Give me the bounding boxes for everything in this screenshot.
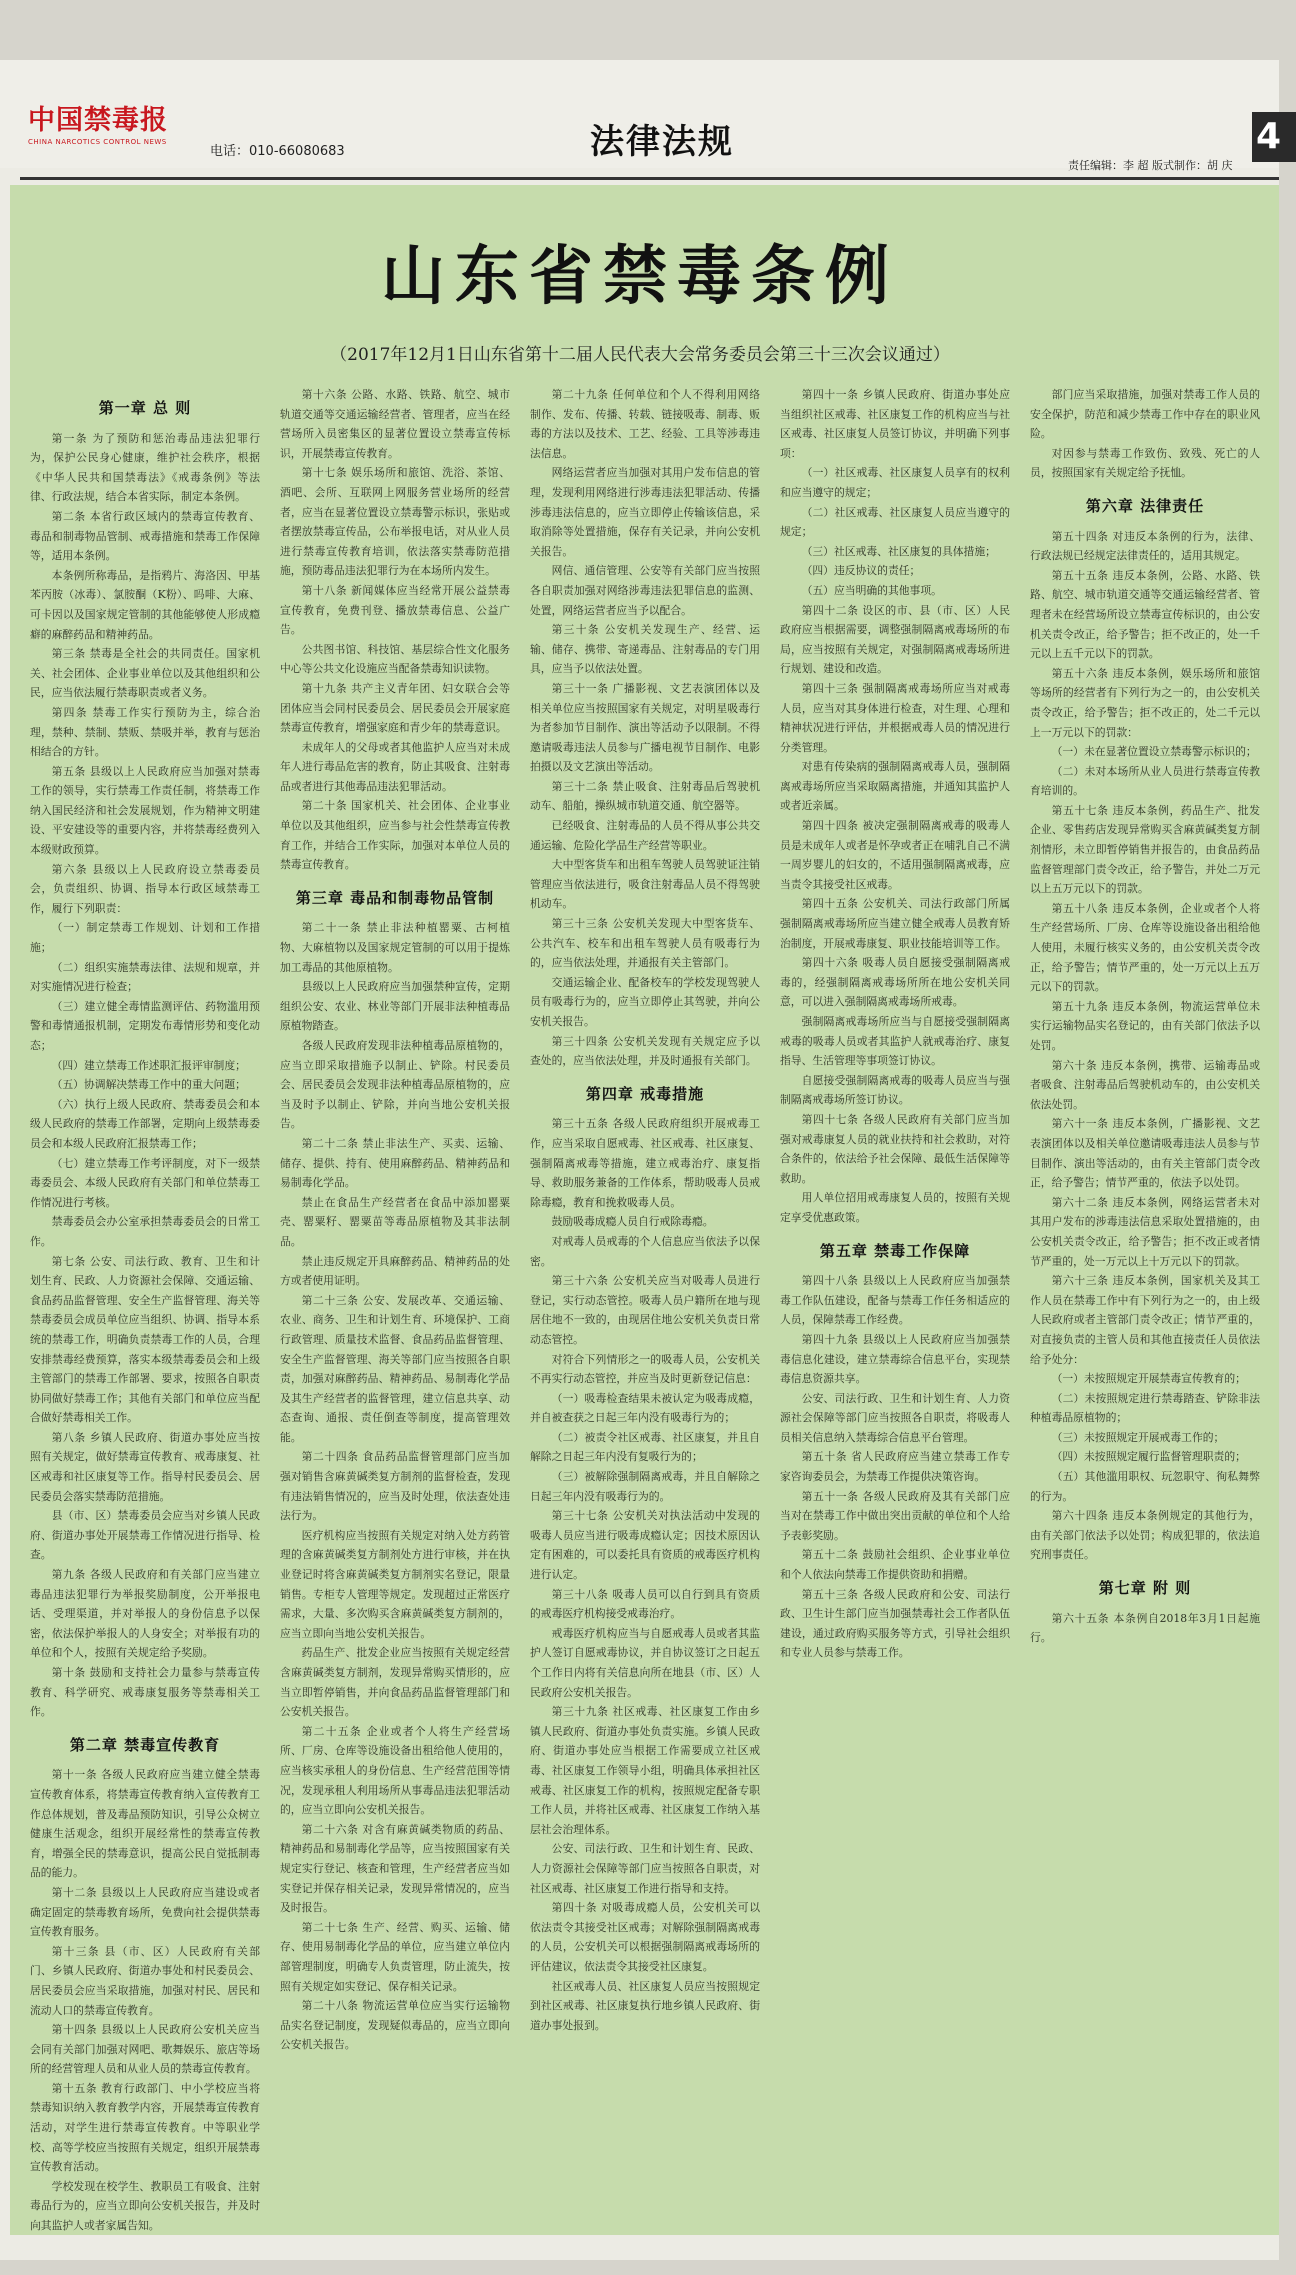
article-paragraph: 第三十一条 广播影视、文艺表演团体以及相关单位应当按照国家有关规定，对明星吸毒行为者参加节目制作、演出等活动予以限制。不得邀请吸毒违法人员参与广播电视节目制作、电影拍摄以及文艺演出等活动。 [530, 681, 760, 774]
article-paragraph: 第四十八条 县级以上人民政府应当加强禁毒工作队伍建设，配备与禁毒工作任务相适应的人员，保障禁毒工作经费。 [780, 1274, 1010, 1327]
article-paragraph: 公安、司法行政、卫生和计划生育、人力资源社会保障等部门应当按照各自职责，将吸毒人员相关信息纳入禁毒综合信息平台管理。 [780, 1391, 1010, 1444]
article-paragraph: 第九条 各级人民政府和有关部门应当建立毒品违法犯罪行为举报奖励制度，公开举报电话、受理渠道，并对举报人的身份信息予以保密，依法保护举报人的人身安全；对举报有功的单位和个人，按照有关规定给予奖励。 [30, 1568, 260, 1660]
text-column-4 [780, 385, 1010, 2215]
article-paragraph: 第六十三条 违反本条例，国家机关及其工作人员在禁毒工作中有下列行为之一的，由上级人民政府或者主管部门责令改正；情节严重的，对直接负责的主管人员和其他直接责任人员依法给予处分： [1030, 1274, 1260, 1366]
article-paragraph: 第二条 本省行政区域内的禁毒宣传教育、毒品和制毒物品管制、戒毒措施和禁毒工作保障等，适用本条例。 [30, 509, 260, 563]
article-paragraph: 第四条 禁毒工作实行预防为主，综合治理，禁种、禁制、禁贩、禁吸并举，教育与惩治相结合的方针。 [30, 705, 260, 759]
article-paragraph: 第十七条 娱乐场所和旅馆、洗浴、茶馆、酒吧、会所、互联网上网服务营业场所的经营者，应当在显著位置设立禁毒警示标识，张贴或者摆放禁毒宣传品，公布举报电话，对从业人员进行禁毒宣传教育培训，依法落实禁毒防范措施，预防毒品违法犯罪行为在本场所内发生。 [280, 466, 510, 578]
article-paragraph: （一）吸毒检查结果未被认定为吸毒成瘾，并自被查获之日起三年内没有吸毒行为的； [530, 1391, 760, 1425]
article-paragraph: 部门应当采取措施，加强对禁毒工作人员的安全保护，防范和减少禁毒工作中存在的职业风险。 [1030, 388, 1260, 441]
article-paragraph: （一）未在显著位置设立禁毒警示标识的； [1051, 745, 1257, 759]
article-paragraph: （五）应当明确的其他事项。 [801, 583, 942, 597]
article-paragraph: 第五十四条 对违反本条例的行为，法律、行政法规已经规定法律责任的，适用其规定。 [1030, 529, 1260, 563]
article-paragraph: 第二十条 国家机关、社会团体、企业事业单位以及其他组织，应当参与社会性禁毒宣传教育工作，并结合工作实际，加强对本单位人员的禁毒宣传教育。 [280, 799, 510, 872]
article-paragraph: （六）执行上级人民政府、禁毒委员会和本级人民政府的禁毒工作部署，定期向上级禁毒委员会和本级人民政府汇报禁毒工作； [30, 1097, 260, 1150]
article-panel [10, 185, 1279, 2235]
article-subtitle: （2017年12月1日山东省第十二届人民代表大会常务委员会第三十三次会议通过） [330, 345, 950, 365]
text-column-5 [1030, 385, 1260, 2215]
article-paragraph: 药品生产、批发企业应当按照有关规定经营含麻黄碱类复方制剂，发现异常购买情形的，应当立即暂停销售，并向食品药品监督管理部门和公安机关报告。 [280, 1646, 510, 1719]
article-paragraph: 第四十一条 乡镇人民政府、街道办事处应当组织社区戒毒、社区康复工作的机构应当与社区戒毒、社区康复人员签订协议，并明确下列事项： [780, 388, 1010, 460]
article-paragraph: 自愿接受强制隔离戒毒的吸毒人员应当与强制隔离戒毒场所签订协议。 [780, 1073, 1010, 1107]
article-paragraph: （三）被解除强制隔离戒毒，并且自解除之日起三年内没有吸毒行为的。 [530, 1470, 760, 1503]
article-paragraph: 第一条 为了预防和惩治毒品违法犯罪行为，保护公民身心健康，维护社会秩序，根据《中华人民共和国禁毒法》《戒毒条例》等法律、行政法规，结合本省实际，制定本条例。 [30, 431, 260, 504]
article-paragraph: 第四十七条 各级人民政府有关部门应当加强对戒毒康复人员的就业扶持和社会救助，对符合条件的，依法给予社会保障、最低生活保障等救助。 [780, 1112, 1010, 1185]
article-paragraph: （二）社区戒毒、社区康复人员应当遵守的规定； [780, 505, 1010, 539]
article-paragraph: 县（市、区）禁毒委员会应当对乡镇人民政府、街道办事处开展禁毒工作情况进行指导、检查。 [30, 1509, 260, 1562]
chapter-heading: 第三章 毒品和制毒物品管制 [295, 888, 495, 907]
article-paragraph: 第二十七条 生产、经营、购买、运输、储存、使用易制毒化学品的单位，应当建立单位内部管理制度，明确专人负责管理，防止流失，按照有关规定如实登记、保存相关记录。 [280, 1920, 510, 1993]
article-paragraph: 鼓励吸毒成瘾人员自行戒除毒瘾。 [551, 1215, 714, 1229]
article-paragraph: （四）未按照规定履行监督管理职责的； [1051, 1450, 1246, 1464]
text-column-3 [530, 385, 760, 2215]
article-paragraph: （一）社区戒毒、社区康复人员享有的权利和应当遵守的规定； [780, 466, 1010, 499]
article-paragraph: 学校发现在校学生、教职员工有吸食、注射毒品行为的，应当立即向公安机关报告，并及时向其监护人或者家属告知。 [30, 2179, 260, 2233]
contact-phone: 电话：010-66080683 [210, 144, 345, 159]
article-columns [30, 385, 1279, 2233]
article-paragraph: 第三十四条 公安机关发现有关规定应予以查处的，应当依法处理，并及时通报有关部门。 [530, 1034, 760, 1068]
article-paragraph: 第十六条 公路、水路、铁路、航空、城市轨道交通等交通运输经营者、管理者，应当在经营场所入员密集区的显著位置设立禁毒宣传标识，开展禁毒宣传教育。 [280, 388, 510, 460]
article-paragraph: 第六十五条 本条例自2018年3月1日起施行。 [1030, 1611, 1260, 1645]
article-paragraph: 第六十四条 违反本条例规定的其他行为，由有关部门依法予以处罚；构成犯罪的，依法追究刑事责任。 [1030, 1509, 1260, 1562]
article-paragraph: （五）其他滥用职权、玩忽职守、徇私舞弊的行为。 [1030, 1470, 1260, 1503]
article-paragraph: 医疗机构应当按照有关规定对纳入处方药管理的含麻黄碱类复方制剂处方进行审核，并在执业登记时将含麻黄碱类复方制剂实名登记，限量销售。专柜专人管理等规定。发现超过正常医疗需求，大量、多次购买含麻黄碱类复方制剂的，应当立即向当地公安机关报告。 [280, 1528, 510, 1640]
article-paragraph: 第二十二条 禁止非法生产、买卖、运输、储存、提供、持有、使用麻醉药品、精神药品和易制毒化学品。 [280, 1136, 510, 1190]
chapter-heading: 第七章 附 则 [1098, 1579, 1192, 1598]
article-paragraph: 第十八条 新闻媒体应当经常开展公益禁毒宣传教育，免费刊登、播放禁毒信息、公益广告。 [280, 583, 510, 637]
article-paragraph: 社区戒毒人员、社区康复人员应当按照规定到社区戒毒、社区康复执行地乡镇人民政府、街道办事处报到。 [530, 1979, 760, 2032]
article-paragraph: 第五十八条 违反本条例，企业或者个人将生产经营场所、厂房、仓库等设施设备出租给他人使用，未履行核实义务的，由公安机关责令改正，给予警告；情节严重的，处一万元以上五万元以下的罚款。 [1030, 901, 1260, 994]
article-paragraph: 对因参与禁毒工作致伤、致残、死亡的人员，按照国家有关规定给予抚恤。 [1030, 446, 1260, 480]
article-paragraph: 第五十五条 违反本条例，公路、水路、铁路、航空、城市轨道交通等交通运输经营者、管理者未在经营场所设立禁毒宣传标识的，由公安机关责令改正，给予警告；拒不改正的，处一千元以上五千元以下的罚款。 [1030, 568, 1260, 661]
article-paragraph: 公共图书馆、科技馆、基层综合性文化服务中心等公共文化设施应当配备禁毒知识读物。 [280, 642, 510, 676]
chapter-heading: 第二章 禁毒宣传教育 [69, 1735, 221, 1754]
article-paragraph: 第五十一条 各级人民政府及其有关部门应当对在禁毒工作中做出突出贡献的单位和个人给予表彰奖励。 [780, 1489, 1010, 1542]
text-column-2 [280, 385, 510, 2215]
article-paragraph: 第三十七条 公安机关对执法活动中发现的吸毒人员应当进行吸毒成瘾认定；因技术原因认定有困难的，可以委托具有资质的戒毒医疗机构进行认定。 [530, 1509, 760, 1582]
article-paragraph: 对患有传染病的强制隔离戒毒人员，强制隔离戒毒场所应当采取隔离措施，并通知其监护人或者近亲属。 [780, 760, 1010, 813]
article-paragraph: 第六十二条 违反本条例，网络运营者未对其用户发布的涉毒违法信息采取处置措施的，由公安机关责令改正，给予警告；拒不改正或者情节严重的，处一万元以上十万元以下的罚款。 [1030, 1195, 1260, 1268]
article-paragraph: 第六条 县级以上人民政府设立禁毒委员会，负责组织、协调、指导本行政区域禁毒工作，履行下列职责： [30, 862, 260, 915]
article-paragraph: 第六十一条 违反本条例，广播影视、文艺表演团体以及相关单位邀请吸毒违法人员参与节目制作、演出等活动的，由有关主管部门责令改正，给予警告；情节严重的，依法予以处罚。 [1030, 1117, 1260, 1190]
article-paragraph: 强制隔离戒毒场所应当与自愿接受强制隔离戒毒的吸毒人员或者其监护人就戒毒治疗、康复指导、生活管理等事项签订协议。 [780, 1015, 1010, 1068]
article-paragraph: （七）建立禁毒工作考评制度，对下一级禁毒委员会、本级人民政府有关部门和单位禁毒工作情况进行考核。 [30, 1156, 260, 1209]
article-paragraph: 第三十五条 各级人民政府组织开展戒毒工作，应当采取自愿戒毒、社区戒毒、社区康复、强制隔离戒毒等措施，建立戒毒治疗、康复指导、救助服务兼备的工作体系，帮助吸毒人员戒除毒瘾，教育和挽救吸毒人员。 [530, 1117, 760, 1209]
article-paragraph: （二）组织实施禁毒法律、法规和规章，并对实施情况进行检查； [30, 960, 260, 994]
article-paragraph: 第二十五条 企业或者个人将生产经营场所、厂房、仓库等设施设备出租给他人使用的，应当核实承租人的身份信息、生产经营范围等情况，发现承租人利用场所从事毒品违法犯罪活动的，应当立即向公安机关报告。 [280, 1724, 510, 1817]
article-paragraph: 第四十条 对吸毒成瘾人员，公安机关可以依法责令其接受社区戒毒；对解除强制隔离戒毒的人员，公安机关可以根据强制隔离戒毒场所的评估建议，依法责令其接受社区康复。 [530, 1901, 760, 1973]
article-paragraph: 第四十六条 吸毒人员自愿接受强制隔离戒毒的，经强制隔离戒毒场所所在地公安机关同意，可以进入强制隔离戒毒场所戒毒。 [780, 956, 1010, 1009]
article-paragraph: 第十一条 各级人民政府应当建立健全禁毒宣传教育体系，将禁毒宣传教育纳入宣传教育工作总体规划，普及毒品预防知识，引导公众树立健康生活观念，组织开展经常性的禁毒宣传教育，增强全民的禁毒意识，提高公民自觉抵制毒品的能力。 [30, 1768, 260, 1880]
article-paragraph: 第十三条 县（市、区）人民政府有关部门、乡镇人民政府、街道办事处和村民委员会、居民委员会应当采取措施，加强对村民、居民和流动人口的禁毒宣传教育。 [30, 1944, 260, 2017]
article-paragraph: 第七条 公安、司法行政、教育、卫生和计划生育、民政、人力资源社会保障、交通运输、食品药品监督管理、安全生产监督管理、海关等禁毒委员会成员单位应当组织、协调、指导本系统的禁毒工作，明确负责禁毒工作的人员，合理安排禁毒经费预算，落实本级禁毒委员会和上级主管部门的禁毒工作部署、要求，按照各自职责协同做好禁毒工作；其他有关部门和单位应当配合做好禁毒相关工作。 [30, 1254, 260, 1425]
article-paragraph: 第二十一条 禁止非法种植罂粟、古柯植物、大麻植物以及国家规定管制的可以用于提炼加工毒品的其他原植物。 [280, 921, 510, 974]
article-paragraph: 第八条 乡镇人民政府、街道办事处应当按照有关规定，做好禁毒宣传教育、戒毒康复、社区戒毒和社区康复等工作。指导村民委员会、居民委员会落实禁毒防范措施。 [30, 1430, 260, 1503]
article-paragraph: 第二十四条 食品药品监督管理部门应当加强对销售含麻黄碱类复方制剂的监督检查，发现有违法销售情况的，应当及时处理，依法查处违法行为。 [280, 1450, 510, 1523]
chapter-heading: 第六章 法律责任 [1085, 496, 1205, 515]
article-paragraph: 第二十六条 对含有麻黄碱类物质的药品、精神药品和易制毒化学品等，应当按照国家有关规定实行登记、核查和管理，生产经营者应当如实登记并保存相关记录，发现异常情况的，应当及时报告。 [280, 1822, 510, 1915]
article-paragraph: （三）建立健全毒情监测评估、药物滥用预警和毒情通报机制，定期发布毒情形势和变化动态； [30, 999, 260, 1052]
article-paragraph: 第三十条 公安机关发现生产、经营、运输、储存、携带、寄递毒品、注射毒品的专门用具，应当予以依法处置。 [530, 623, 760, 676]
article-paragraph: 本条例所称毒品，是指鸦片、海洛因、甲基苯丙胺（冰毒）、氯胺酮（K粉）、吗啡、大麻、可卡因以及国家规定管制的其他能够使人形成瘾癖的麻醉药品和精神药品。 [30, 568, 260, 641]
article-paragraph: 第二十八条 物流运营单位应当实行运输物品实名登记制度，发现疑似毒品的，应当立即向公安机关报告。 [280, 1999, 510, 2052]
article-paragraph: 第二十九条 任何单位和个人不得利用网络制作、发布、传播、转载、链接吸毒、制毒、贩毒的方法以及技术、工艺、经验、工具等涉毒违法信息。 [530, 388, 760, 460]
article-paragraph: 第五十三条 各级人民政府和公安、司法行政、卫生计生部门应当加强禁毒社会工作者队伍建设，通过政府购买服务等方式，引导社会组织和专业人员参与禁毒工作。 [780, 1587, 1010, 1660]
section-title: 法律法规 [590, 122, 734, 162]
article-paragraph: 已经吸食、注射毒品的人员不得从事公共交通运输、危险化学品生产经营等职业。 [530, 819, 760, 852]
chapter-heading: 第一章 总 则 [98, 399, 192, 417]
article-paragraph: 第四十四条 被决定强制隔离戒毒的吸毒人员是未成年人或者是怀孕或者正在哺乳自己不满一周岁婴儿的妇女的，不适用强制隔离戒毒，应当责令其接受社区戒毒。 [780, 819, 1010, 891]
article-paragraph: 禁止在食品生产经营者在食品中添加罂粟壳、罂粟籽、罂粟苗等毒品原植物及其非法制品。 [280, 1195, 510, 1248]
article-paragraph: 禁止违反规定开具麻醉药品、精神药品的处方或者使用证明。 [280, 1254, 510, 1288]
article-paragraph: （四）建立禁毒工作述职汇报评审制度； [51, 1058, 246, 1072]
article-paragraph: （一）制定禁毒工作规划、计划和工作措施； [30, 921, 260, 955]
article-paragraph: 第五十条 省人民政府应当建立禁毒工作专家咨询委员会，为禁毒工作提供决策咨询。 [780, 1450, 1010, 1484]
article-paragraph: 第三条 禁毒是全社会的共同责任。国家机关、社会团体、企业事业单位以及其他组织和公民，应当依法履行禁毒职责或者义务。 [30, 647, 260, 700]
article-paragraph: 网络运营者应当加强对其用户发布信息的管理，发现利用网络进行涉毒违法犯罪活动、传播涉毒违法信息的，应当立即停止传输该信息，采取消除等处置措施，保存有关记录，并向公安机关报告。 [530, 466, 760, 558]
article-paragraph: （一）未按照规定开展禁毒宣传教育的； [1051, 1372, 1246, 1386]
article-paragraph: 第三十三条 公安机关发现大中型客货车、公共汽车、校车和出租车驾驶人员有吸毒行为的，应当依法处理，并通报有关主管部门。 [530, 917, 760, 970]
article-paragraph: 交通运输企业、配备校车的学校发现驾驶人员有吸毒行为的，应当立即停止其驾驶，并向公安机关报告。 [530, 975, 760, 1028]
article-paragraph: （三）社区戒毒、社区康复的具体措施； [801, 544, 996, 558]
newspaper-logo: 中国禁毒报 [28, 105, 168, 136]
newspaper-page [0, 60, 1282, 2260]
article-title: 山东省禁毒条例 [381, 239, 899, 314]
article-paragraph: 第二十三条 公安、发展改革、交通运输、农业、商务、卫生和计划生育、环境保护、工商行政管理、质量技术监督、食品药品监督管理、安全生产监督管理、海关等部门应当按照各自职责，加强对麻醉药品、精神药品、易制毒化学品及其生产经营者的监督管理，建立信息共享、动态查询、通报、责任倒查等制度，提高管理效能。 [280, 1293, 510, 1444]
article-paragraph: 第十四条 县级以上人民政府公安机关应当会同有关部门加强对网吧、歌舞娱乐、旅店等场所的经营管理人员和从业人员的禁毒宣传教育。 [30, 2023, 260, 2076]
newspaper-logo-english: CHINA NARCOTICS CONTROL NEWS [28, 138, 167, 146]
article-paragraph: 第四十九条 县级以上人民政府应当加强禁毒信息化建设，建立禁毒综合信息平台，实现禁毒信息资源共享。 [780, 1332, 1010, 1386]
article-paragraph: 第五十六条 违反本条例，娱乐场所和旅馆等场所的经营者有下列行为之一的，由公安机关责令改正，给予警告；拒不改正的，处二千元以上一万元以下的罚款： [1030, 666, 1260, 739]
chapter-heading: 第四章 戒毒措施 [585, 1084, 705, 1103]
article-paragraph: 各级人民政府发现非法种植毒品原植物的，应当立即采取措施予以制止、铲除。村民委员会、居民委员会发现非法种植毒品原植物的，应当及时予以制止、铲除，并向当地公安机关报告。 [280, 1039, 510, 1131]
article-paragraph: 禁毒委员会办公室承担禁毒委员会的日常工作。 [30, 1215, 260, 1248]
page-number: 4 [1252, 112, 1296, 162]
article-paragraph: （二）被责令社区戒毒、社区康复，并且自解除之日起三年内没有复吸行为的； [530, 1430, 760, 1464]
article-paragraph: 第三十九条 社区戒毒、社区康复工作由乡镇人民政府、街道办事处负责实施。乡镇人民政府、街道办事处应当根据工作需要成立社区戒毒、社区康复工作领导小组，明确具体承担社区戒毒、社区康复工作的机构，按照规定配备专职工作人员，并将社区戒毒、社区康复工作纳入基层社会治理体系。 [530, 1705, 760, 1836]
article-paragraph: （二）未按照规定进行禁毒踏查、铲除非法种植毒品原植物的； [1030, 1391, 1260, 1425]
article-paragraph: 第十五条 教育行政部门、中小学校应当将禁毒知识纳入教育教学内容，开展禁毒宣传教育活动，对学生进行禁毒宣传教育。中等职业学校、高等学校应当按照有关规定，组织开展禁毒宣传教育活动。 [30, 2081, 260, 2174]
article-paragraph: 用人单位招用戒毒康复人员的，按照有关规定享受优惠政策。 [780, 1191, 1010, 1224]
article-paragraph: 第三十六条 公安机关应当对吸毒人员进行登记，实行动态管控。吸毒人员户籍所在地与现居住地不一致的，由现居住地公安机关负责日常动态管控。 [530, 1274, 760, 1346]
article-paragraph: 第六十条 违反本条例，携带、运输毒品或者吸食、注射毒品后驾驶机动车的，由公安机关依法处罚。 [1030, 1058, 1260, 1111]
editor-credits: 责任编辑：李 超 版式制作：胡 庆 [1068, 159, 1233, 172]
article-paragraph: 第十九条 共产主义青年团、妇女联合会等团体应当会同村民委员会、居民委员会开展家庭禁毒宣传教育，增强家庭和青少年的禁毒意识。 [280, 681, 510, 735]
article-paragraph: （三）未按照规定开展戒毒工作的； [1051, 1430, 1225, 1444]
article-paragraph: 第五十七条 违反本条例，药品生产、批发企业、零售药店发现异常购买含麻黄碱类复方制剂情形，未立即暂停销售并报告的，由食品药品监督管理部门责令改正，给予警告，并处二万元以上五万元以下的罚款。 [1030, 803, 1260, 896]
header-rule [20, 177, 1279, 180]
article-paragraph: 网信、通信管理、公安等有关部门应当按照各自职责加强对网络涉毒违法犯罪信息的监测、处置，网络运营者应当予以配合。 [530, 564, 760, 617]
article-paragraph: 第四十三条 强制隔离戒毒场所应当对戒毒人员，应当对其身体进行检查，对生理、心理和精神状况进行评估，并根据戒毒人员的情况进行分类管理。 [780, 681, 1010, 754]
article-paragraph: 对戒毒人员戒毒的个人信息应当依法予以保密。 [530, 1234, 760, 1268]
article-paragraph: （五）协调解决禁毒工作中的重大问题； [51, 1078, 246, 1092]
article-paragraph: 县级以上人民政府应当加强禁种宣传，定期组织公安、农业、林业等部门开展非法种植毒品原植物踏查。 [280, 980, 510, 1033]
article-paragraph: 公安、司法行政、卫生和计划生育、民政、人力资源社会保障等部门应当按照各自职责，对社区戒毒、社区康复工作进行指导和支持。 [530, 1842, 760, 1895]
article-paragraph: （四）违反协议的责任； [801, 564, 921, 578]
article-paragraph: 第五十二条 鼓励社会组织、企业事业单位和个人依法向禁毒工作提供资助和捐赠。 [780, 1548, 1010, 1582]
article-paragraph: 第十二条 县级以上人民政府应当建设或者确定固定的禁毒教育场所，免费向社会提供禁毒宣传教育服务。 [30, 1885, 260, 1939]
chapter-heading: 第五章 禁毒工作保障 [819, 1241, 971, 1260]
page-bottom-margin [0, 2235, 1279, 2260]
text-column-1 [30, 385, 260, 2233]
article-paragraph: 未成年人的父母或者其他监护人应当对未成年人进行毒品危害的教育，防止其吸食、注射毒品或者进行其他毒品违法犯罪活动。 [280, 740, 510, 793]
article-paragraph: 第三十二条 禁止吸食、注射毒品后驾驶机动车、船舶，操纵城市轨道交通、航空器等。 [530, 779, 760, 813]
article-paragraph: 戒毒医疗机构应当与自愿戒毒人员或者其监护人签订自愿戒毒协议，并自协议签订之日起五个工作日内将有关信息向所在地县（市、区）人民政府公安机关报告。 [530, 1626, 760, 1699]
article-paragraph: 第十条 鼓励和支持社会力量参与禁毒宣传教育、科学研究、戒毒康复服务等禁毒相关工作。 [30, 1666, 260, 1719]
article-paragraph: 第四十五条 公安机关、司法行政部门所属强制隔离戒毒场所应当建立健全戒毒人员教育矫治制度，开展戒毒康复、职业技能培训等工作。 [780, 897, 1010, 950]
article-paragraph: 第三十八条 吸毒人员可以自行到具有资质的戒毒医疗机构接受戒毒治疗。 [530, 1587, 760, 1621]
article-paragraph: 对符合下列情形之一的吸毒人员，公安机关不再实行动态管控，并应当及时更新登记信息： [530, 1352, 760, 1386]
article-paragraph: 第四十二条 设区的市、县（市、区）人民政府应当根据需要，调整强制隔离戒毒场所的布局，应当按照有关规定，对强制隔离戒毒场所进行规划、建设和改造。 [780, 603, 1010, 676]
article-paragraph: 第五条 县级以上人民政府应当加强对禁毒工作的领导，实行禁毒工作责任制，将禁毒工作纳入国民经济和社会发展规划，作为精神文明建设、平安建设等的重要内容，并将禁毒经费列入本级财政预算。 [30, 764, 260, 857]
masthead [0, 60, 1282, 172]
article-paragraph: 第五十九条 违反本条例，物流运营单位未实行运输物品实名登记的，由有关部门依法予以处罚。 [1030, 999, 1260, 1052]
article-paragraph: 大中型客货车和出租车驾驶人员驾驶证注销管理应当依法进行，吸食注射毒品人员不得驾驶机动车。 [530, 858, 760, 911]
article-paragraph: （二）未对本场所从业人员进行禁毒宣传教育培训的。 [1030, 764, 1260, 798]
